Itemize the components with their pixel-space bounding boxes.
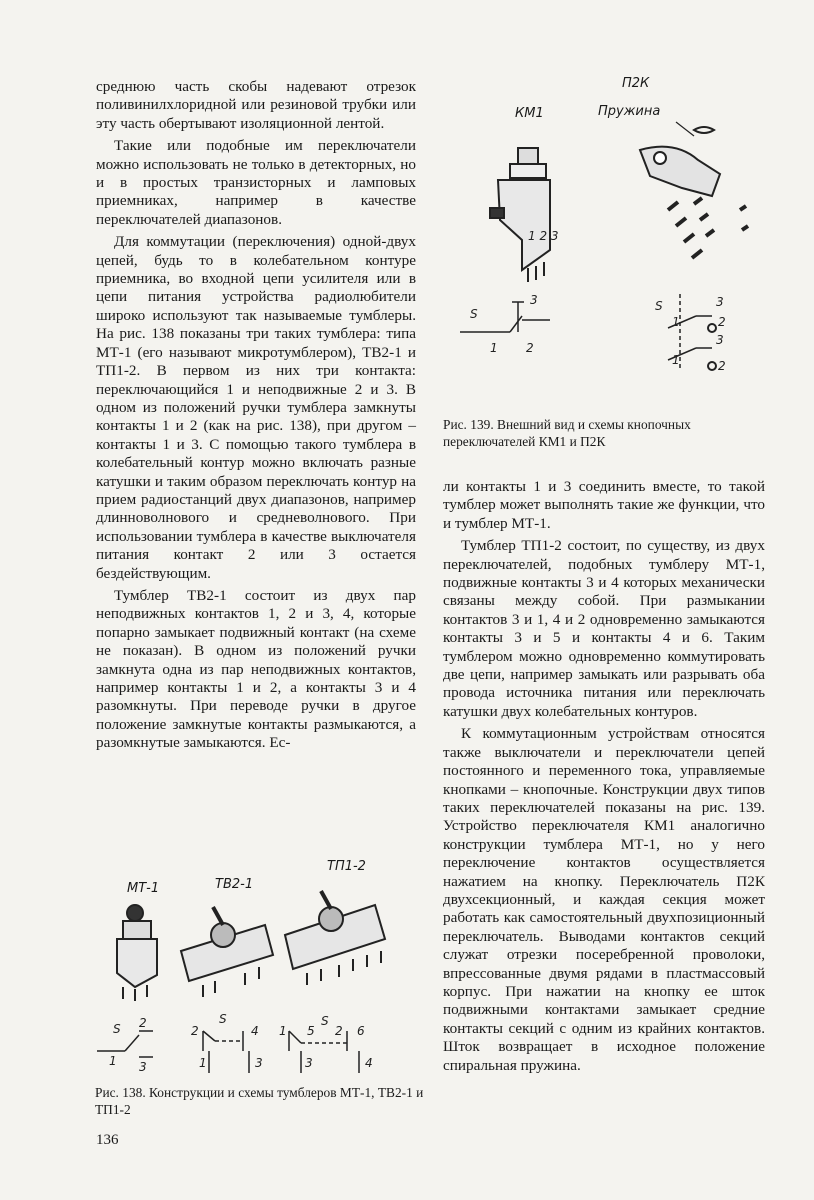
contact-label: 1 bbox=[279, 1024, 287, 1038]
right-text-column bbox=[443, 478, 765, 1075]
contact-label: 3 bbox=[255, 1056, 263, 1070]
contact-label: 1 bbox=[490, 341, 498, 355]
contact-label: S bbox=[321, 1014, 329, 1028]
contact-label: 1 bbox=[672, 315, 680, 329]
contact-label: 4 bbox=[251, 1024, 259, 1038]
contact-label: S bbox=[655, 299, 663, 313]
contact-label: S bbox=[219, 1012, 227, 1026]
tp12-label: ТП1-2 bbox=[327, 859, 366, 874]
contact-label: 3 bbox=[139, 1060, 147, 1074]
contact-label: 1 bbox=[672, 353, 680, 367]
page-number: 136 bbox=[96, 1132, 119, 1148]
contact-label: 2 bbox=[718, 315, 726, 329]
paragraph: ли контакты 1 и 3 соединить вместе, то такой тумблер может выполнять такие же функции, что и тумблер МТ-1. bbox=[443, 478, 765, 532]
contact-label: 2 bbox=[718, 359, 726, 373]
paragraph: К коммутационным устройствам относятся также выключатели и переключатели цепей постоянного и переменного тока, управляемые кнопками – кнопочные. Конструкции двух типов таких переключателей показаны на рис. 139. Устройство переключателя КМ1 аналогично конструкции тумблера МТ-1, но у него переключение контактов осуществляется нажатием на кнопку. Переключатель П2К двухсекционный, и каждая секция может работать как самостоятельный двухпозиционный переключатель. Выводами контактов секций служат отрезки посеребренной проволоки, впрессованные двумя рядами в пластмассовый корпус. При нажатии на кнопку ее шток подвижными контактами замыкает средние контакты секций с одним из крайних контактов. Шток возвращает в исходное положение спиральная пружина. bbox=[443, 725, 765, 1074]
figure-138-drawing bbox=[95, 855, 425, 1080]
p2k-label: П2К bbox=[622, 76, 650, 91]
paragraph: Для коммутации (переключения) одной-двух цепей, будь то в колебательном контуре приемника, во входной цепи усилителя или в цепи питания устройства радиолюбители широко используют так называемые тумблеры. На рис. 138 показаны три таких тумблера: типа МТ-1 (его называют микротумблером), ТВ2-1 и ТП1-2. В первом из них три контакта: переключающийся 1 и неподвижные 2 и 3. В одном из положений ручки тумблера замкнуты контакты 1 и 2 (как на рис. 138), при другом – контакты 1 и 3. С помощью такого тумблера в колебательный контур можно включать разные катушки и таким образом переключать контур на прием радиостанций двух диапазонов, например длинноволнового и средневолнового. При использовании тумблера в качестве выключателя питания контакт 2 или 3 остается бездействующим. bbox=[96, 233, 416, 582]
figure-139-caption: Рис. 139. Внешний вид и схемы кнопочных переключателей КМ1 и П2К bbox=[443, 417, 691, 449]
contact-label: 2 bbox=[526, 341, 534, 355]
contact-label: 3 bbox=[716, 333, 724, 347]
contact-label: 3 bbox=[716, 295, 724, 309]
paragraph: Такие или подобные им переключатели можно использовать не только в детекторных, но и в простых транзисторных и ламповых приемниках, например в качестве переключателей диапазонов. bbox=[96, 137, 416, 228]
contact-label: 3 bbox=[305, 1056, 313, 1070]
contact-label: 1 bbox=[199, 1056, 207, 1070]
contact-label: 2 bbox=[191, 1024, 199, 1038]
figure-138-caption: Рис. 138. Конструкции и схемы тумблеров МТ-1, ТВ2-1 и ТП1-2 bbox=[95, 1085, 424, 1117]
paragraph: Тумблер ТВ2-1 состоит из двух пар неподвижных контактов 1, 2 и 3, 4, которые попарно замыкает подвижный контакт (на схеме не показан). В одном из положений ручки замкнута одна из пар неподвижных контактов, например контакты 1 и 2, а контакты 3 и 4 разомкнуты. При переводе ручки в другое положение замкнутые контакты размыкаются, а разомкнутые замыкаются. Ес- bbox=[96, 586, 416, 752]
figure-139-drawing bbox=[450, 70, 770, 400]
contact-label: 1 bbox=[109, 1054, 117, 1068]
mt1-label: МТ-1 bbox=[127, 881, 160, 896]
contact-label: S bbox=[470, 307, 478, 321]
contact-label: 6 bbox=[357, 1024, 365, 1038]
contact-label: 2 bbox=[335, 1024, 343, 1038]
terminal-numbers: 1 2 3 bbox=[528, 229, 559, 243]
tv21-label: ТВ2-1 bbox=[215, 877, 254, 892]
paragraph: среднюю часть скобы надевают отрезок поливинилхлоридной или резиновой трубки или эту часть обертывают изоляционной лентой. bbox=[96, 78, 416, 132]
left-text-column bbox=[96, 78, 416, 753]
contact-label: S bbox=[113, 1022, 121, 1036]
contact-label: 3 bbox=[530, 293, 538, 307]
contact-label: 4 bbox=[365, 1056, 373, 1070]
figure-138 bbox=[95, 855, 425, 1080]
paragraph: Тумблер ТП1-2 состоит, по существу, из двух переключателей, подобных тумблеру МТ-1, подвижные контакты 3 и 4 которых механически связаны между собой. При размыкании контактов 3 и 1, 4 и 2 одновременно замыкаются контакты 3 и 5 и контакты 4 и 6. Таким тумблером можно одновременно коммутировать две цепи, например замыкать или разрывать оба провода источника питания или переключать катушки двух колебательных контуров. bbox=[443, 537, 765, 720]
figure-139 bbox=[450, 70, 770, 400]
contact-label: 2 bbox=[139, 1016, 147, 1030]
km1-label: КМ1 bbox=[515, 106, 544, 121]
spring-label: Пружина bbox=[598, 104, 661, 119]
contact-label: 5 bbox=[307, 1024, 315, 1038]
